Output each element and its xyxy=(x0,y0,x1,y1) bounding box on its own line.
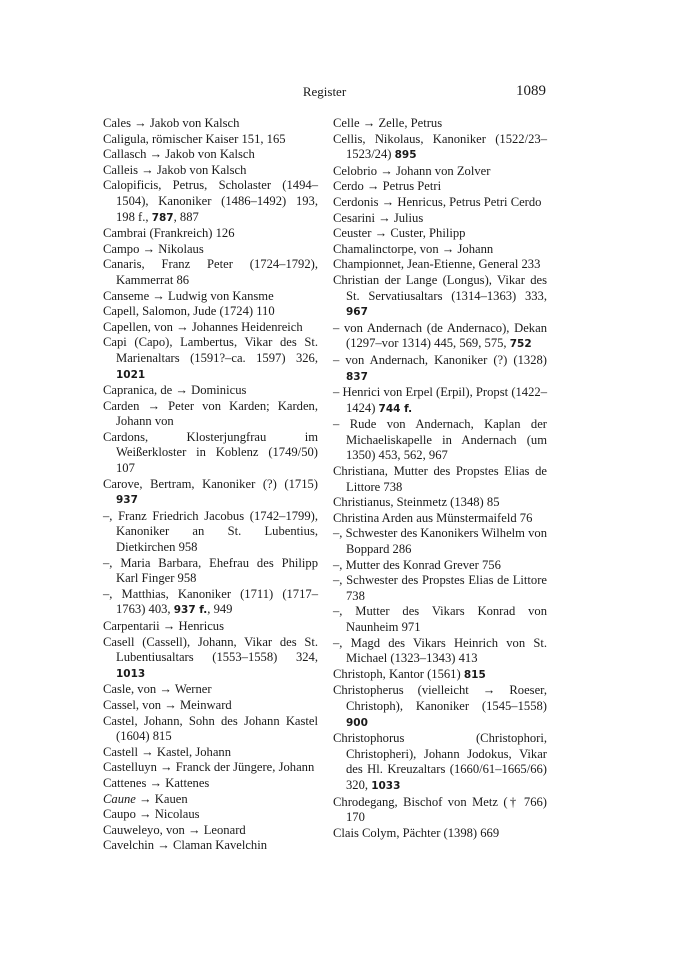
index-entry xyxy=(333,604,547,635)
index-entry xyxy=(333,385,547,417)
entry-text: –, Franz Friedrich Jacobus (1742–1799), Kanoniker an St. Lubentius, Dietkirchen 958 xyxy=(103,508,318,555)
index-entry xyxy=(103,116,318,132)
index-entry xyxy=(103,289,318,305)
entry-term-italic: Caune xyxy=(103,791,136,806)
entry-text: Calopificis, Petrus, Scholaster (1494–1504), Kanoniker (1486–1492) 193, 198 f., xyxy=(103,178,318,224)
entry-text: Calleis → Jakob von Kalsch xyxy=(103,162,247,177)
entry-text: Ceuster → Custer, Philipp xyxy=(333,226,466,241)
index-entry xyxy=(333,321,547,353)
entry-text: Castel, Johann, Sohn des Johann Kastel (1604) 815 xyxy=(103,713,318,744)
index-entry xyxy=(333,826,547,842)
entry-text: Castelluyn → Franck der Jüngere, Johann xyxy=(103,760,315,775)
entry-text: Christoph, Kantor (1561) xyxy=(333,666,464,681)
entry-text: –, Mutter des Konrad Grever 756 xyxy=(333,557,501,572)
index-entry xyxy=(103,132,318,148)
index-entry xyxy=(333,731,547,794)
index-entry xyxy=(333,511,547,527)
entry-text: Celle → Zelle, Petrus xyxy=(333,116,443,130)
entry-text: Championnet, Jean-Etienne, General 233 xyxy=(333,257,541,272)
page-reference-bold: 1013 xyxy=(116,667,146,680)
entry-text: –, Schwester des Propstes Elias de Littore 738 xyxy=(333,573,547,603)
entry-text: Caupo → Nicolaus xyxy=(103,807,200,822)
entry-text: Callasch → Jakob von Kalsch xyxy=(103,147,255,162)
index-entry xyxy=(103,477,318,509)
page-reference-bold: 787 xyxy=(151,211,174,224)
index-entry xyxy=(103,147,318,163)
entry-text: → Kauen xyxy=(135,791,188,806)
page-reference-bold: 937 xyxy=(116,494,138,507)
entry-text: Cardons, Klosterjungfrau im Weißerkloster in Koblenz (1749/50) 107 xyxy=(103,429,318,476)
index-entry xyxy=(103,745,318,761)
entry-text: Cellis, Nikolaus, Kanoniker (1522/23–1523/24) xyxy=(333,131,547,162)
entry-text: Christophorus (Christophori, Christopheri), Johann Jodokus, Vikar des Hl. Kreuzaltars (1660/61–1665/66) 320, xyxy=(333,731,547,792)
entry-text: Cassel, von → Meinward xyxy=(103,697,232,712)
entry-text: Christiana, Mutter des Propstes Elias de Littore 738 xyxy=(333,464,547,494)
index-entry xyxy=(333,353,547,385)
running-title: Register xyxy=(302,84,347,99)
index-entry xyxy=(333,257,547,273)
entry-text: –, Matthias, Kanoniker (1711) (1717–1763) 403, xyxy=(103,586,318,617)
index-entry xyxy=(103,714,318,745)
entry-text: Cattenes → Kattenes xyxy=(103,775,210,790)
index-entry xyxy=(333,558,547,574)
index-entry xyxy=(103,226,318,242)
entry-text: Canaris, Franz Peter (1724–1792), Kammerrat 86 xyxy=(103,257,318,287)
index-entry xyxy=(333,164,547,180)
index-entry xyxy=(103,556,318,587)
index-entry xyxy=(103,509,318,556)
entry-text: – von Andernach, Kanoniker (?) (1328) xyxy=(333,352,547,367)
index-entry xyxy=(103,635,318,683)
index-entry xyxy=(333,132,547,164)
index-entry xyxy=(333,116,547,132)
index-entry xyxy=(103,792,318,808)
index-entry xyxy=(103,807,318,823)
entry-text: Capi (Capo), Lambertus, Vikar des St. Marienaltars (1591?–ca. 1597) 326, xyxy=(103,335,318,365)
entry-text: Chamalinctorpe, von → Johann xyxy=(333,241,494,256)
index-entry xyxy=(103,178,318,226)
entry-text: Christopherus (vielleicht → Roeser, Christoph), Kanoniker (1545–1558) xyxy=(333,683,547,713)
index-column-left xyxy=(103,116,318,854)
page-header xyxy=(103,83,546,105)
entry-text: Carove, Bertram, Kanoniker (?) (1715) xyxy=(103,476,318,491)
entry-text: –, Mutter des Vikars Konrad von Naunheim 971 xyxy=(333,604,547,634)
entry-text: Cauweleyo, von → Leonard xyxy=(103,822,246,837)
page-reference-bold: 744 f. xyxy=(378,402,413,415)
entry-text: – Rude von Andernach, Kaplan der Michaeliskapelle in Andernach (um 1350) 453, 562, 967 xyxy=(333,417,547,463)
entry-text: Cesarini → Julius xyxy=(333,210,424,225)
index-entry xyxy=(333,795,547,826)
entry-text: Casell (Cassell), Johann, Vikar des St. Lubentiusaltars (1553–1558) 324, xyxy=(103,634,318,665)
entry-text: Caligula, römischer Kaiser 151, 165 xyxy=(103,131,286,146)
index-entry xyxy=(333,636,547,667)
entry-text: Cavelchin → Claman Kavelchin xyxy=(103,838,268,853)
index-entry xyxy=(103,698,318,714)
index-entry xyxy=(103,776,318,792)
index-entry xyxy=(103,163,318,179)
index-entry xyxy=(333,683,547,731)
entry-text: Christina Arden aus Münstermaifeld 76 xyxy=(333,510,533,525)
entry-text: – Henrici von Erpel (Erpil), Propst (1422–1424) xyxy=(333,385,547,415)
entry-text: Cerdonis → Henricus, Petrus Petri Cerdo xyxy=(333,194,542,209)
index-entry xyxy=(333,242,547,258)
index-entry xyxy=(103,257,318,288)
index-column-right xyxy=(333,116,547,841)
entry-text: Cerdo → Petrus Petri xyxy=(333,179,442,194)
index-entry xyxy=(103,838,318,854)
index-entry xyxy=(333,195,547,211)
entry-text: , 887 xyxy=(173,209,199,224)
entry-text: Celobrio → Johann von Zolver xyxy=(333,163,491,178)
index-entry xyxy=(103,760,318,776)
index-entry xyxy=(103,587,318,619)
entry-text: – von Andernach (de Andernaco), Dekan (1297–vor 1314) 445, 569, 575, xyxy=(333,320,547,351)
index-entry xyxy=(333,495,547,511)
entry-text: Cambrai (Frankreich) 126 xyxy=(103,226,235,241)
page-reference-bold: 895 xyxy=(394,149,417,162)
page-reference-bold: 752 xyxy=(509,338,532,351)
index-entry xyxy=(103,430,318,477)
page-reference-bold: 815 xyxy=(463,668,486,681)
index-entry xyxy=(103,682,318,698)
index-entry xyxy=(103,242,318,258)
entry-text: Capellen, von → Johannes Heidenreich xyxy=(103,319,303,334)
entry-text: Clais Colym, Pächter (1398) 669 xyxy=(333,825,500,840)
index-entry xyxy=(333,273,547,321)
page-reference-bold: 900 xyxy=(346,716,368,729)
index-entry xyxy=(103,619,318,635)
entry-text: Castell → Kastel, Johann xyxy=(103,744,232,759)
entry-text: Chrodegang, Bischof von Metz († 766) 170 xyxy=(333,794,547,825)
index-entry xyxy=(103,383,318,399)
entry-text: Canseme → Ludwig von Kansme xyxy=(103,288,274,303)
page-reference-bold: 1021 xyxy=(116,368,146,381)
entry-text: , 949 xyxy=(207,602,233,617)
entry-text: Casle, von → Werner xyxy=(103,682,212,697)
index-entry xyxy=(103,320,318,336)
entry-text: Cales → Jakob von Kalsch xyxy=(103,116,240,130)
index-entry xyxy=(333,464,547,495)
page-number: 1089 xyxy=(516,83,546,99)
page-reference-bold: 1033 xyxy=(371,779,401,792)
entry-text: Capell, Salomon, Jude (1724) 110 xyxy=(103,304,275,319)
entry-text: Capranica, de → Dominicus xyxy=(103,383,247,398)
index-entry xyxy=(333,573,547,604)
index-entry xyxy=(103,823,318,839)
index-entry xyxy=(333,417,547,464)
entry-text: –, Schwester des Kanonikers Wilhelm von Boppard 286 xyxy=(333,526,548,557)
index-entry xyxy=(103,335,318,383)
page-reference-bold: 837 xyxy=(346,370,368,383)
index-entry xyxy=(333,211,547,227)
entry-text: Christianus, Steinmetz (1348) 85 xyxy=(333,495,500,510)
index-entry xyxy=(103,304,318,320)
page-reference-bold: 967 xyxy=(346,306,368,319)
index-entry xyxy=(333,526,547,557)
entry-text: –, Maria Barbara, Ehefrau des Philipp Karl Finger 958 xyxy=(103,555,318,586)
index-entry xyxy=(103,399,318,430)
entry-text: Campo → Nikolaus xyxy=(103,241,204,256)
entry-text: Christian der Lange (Longus), Vikar des St. Servatiusaltars (1314–1363) 333, xyxy=(333,272,547,303)
entry-text: –, Magd des Vikars Heinrich von St. Michael (1323–1343) 413 xyxy=(333,635,547,666)
index-entry xyxy=(333,667,547,684)
entry-text: Carden → Peter von Karden; Karden, Johann von xyxy=(103,398,318,429)
index-entry xyxy=(333,226,547,242)
index-entry xyxy=(333,179,547,195)
entry-text: Carpentarii → Henricus xyxy=(103,619,224,633)
page-reference-bold: 937 f. xyxy=(173,604,208,617)
